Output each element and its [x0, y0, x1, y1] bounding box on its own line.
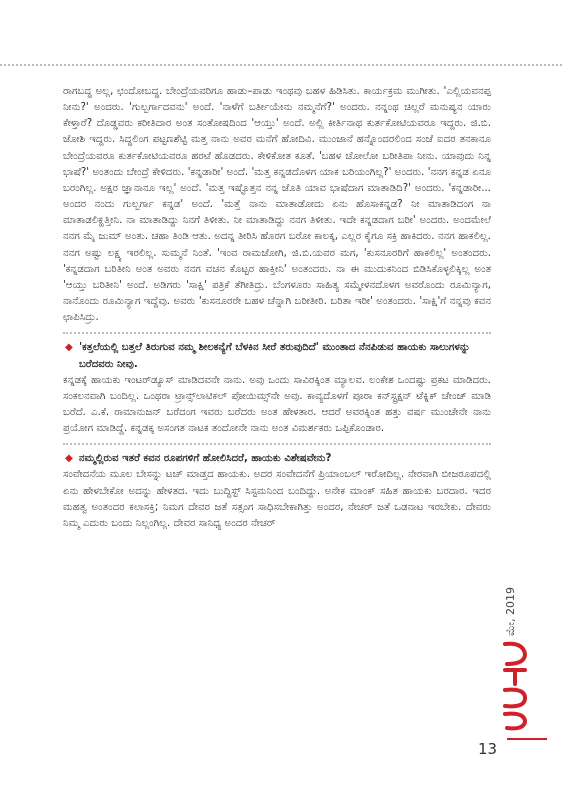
section-separator [63, 332, 491, 334]
section-separator [63, 443, 491, 445]
magazine-logo-icon [497, 638, 533, 734]
page-number: 13 [478, 740, 498, 758]
answer-paragraph: ಕನ್ನಡಕ್ಕೆ ಹಾಯಕು ಇಂಟರ್‌ಡ್ಯೂಸ್ ಮಾಡಿದವನೇ ನಾನು. ಅವು ಒಂದು ಸಾವಿರಕ್ಕಿಂತ ಮ್ಯಾಲವ. ಲಂಕೇಶ ಒಂದಷ್ಟು ಪ್ರಕಟ ಮಾಡಿದರು. ಸಂಕಲನವಾಗಿ ಬಂದಿಲ್ಲ. ಒಂಥರಾ ಟ್ರಾನ್ಸ್‌ಲಾಟಿಕಲ್ ಪೋಯಿಮ್ಸ್‌ನೇ ಅವು. ಕಾವ್ಯದೊಳಗೆ ಪೂರಾ ಕನ್‌ಸ್ಟ್ರಕ್ಷನ್ ಟೆಕ್ನಿಕ್ ಚೇಂಜ್ ಮಾಡಿ ಬರೆದೆ. ಎ.ಕೆ. ರಾಮಾನುಜನ್ ಬರೆದಂಗ ಇವರು ಬರೆದರು ಅಂತ ಹೇಳತಾರ. ಆದರೆ ಅವರಕ್ಕಿಂತ ಹತ್ತು ವರ್ಷ ಮುಂಚೇನೇ ನಾನು ಪ್ರಯೋಗ ಮಾಡಿದ್ದೆ. ಕನ್ನಡಕ್ಕ ಅಸಂಗತ ನಾಟಕ ತಂದೋನೇ ನಾನು ಅಂತ ವಿಮರ್ಶಕರು ಒಪ್ಪಿಕೊಂಡಾರ. [63, 374, 491, 435]
footer-accent-bar [507, 738, 547, 740]
body-paragraph: ರಾಗಬದ್ಧ ಅಲ್ಲ, ಛಂದೋಬದ್ಧ. ಬೇಂದ್ರೆಯವರಿಗೂ ಹಾಡು–ಪಾಡು ಇಂಥವು ಬಹಳ ಹಿಡಿಸಿತು. ಕಾರ್ಯಕ್ರಮ ಮುಗೀತು. 'ಎಲ್ಲಿಯವನಪ್ಪ ನೀನು?' ಅಂದರು. 'ಗುಲ್ಬರ್ಗಾದವನು' ಅಂದೆ. 'ನಾಳೆಗೆ ಬರ್ತೀಯೇನು ನಮ್ಮನೆಗೆ?' ಅಂದರು. ನನ್ನಂಥ ಚಿಲ್ಲರೆ ಮನುಷ್ಯನ ಯಾರು ಕೇಳ್ತಾರೆ? ದೊಡ್ಡವರು ಕರೀತಿದಾರ ಅಂತ ಸಂತೋಷದಿಂದ 'ಆಯ್ತು' ಅಂದೆ. ಅಲ್ಲಿ ಕೀರ್ತಿನಾಥ ಕುರ್ತಕೋಟಿಯವರೂ ಇದ್ದರು. ಜಿ.ಬಿ. ಜೋಶಿ ಇದ್ದರು. ಸಿದ್ಧಲಿಂಗ ಪಟ್ಟಣಶೆಟ್ಟಿ ಮತ್ತ ನಾನು ಅವರ ಮನೆಗೆ ಹೋದಿವಿ. ಮುಂಜಾನೆ ಹನ್ನೊಂದರಲಿಂದ ಸಂಜೆ ಐದರ ತನಕಾನೂ ಬೇಂದ್ರೆಯವರೂ ಕುರ್ತಕೋಟಿಯವರೂ ಹರಟೆ ಹೊಡದರು. ಕೇಳಿಕೋತ ಕೂತೆ. 'ಬಹಳ ಚೋಲೋ ಬರೀತಿಪಾ ನೀನು. ಯಾವುದು ನಿನ್ನ ಭಾಷೆ?' ಅಂತಂದು ಬೇಂದ್ರೆ ಕೇಳಿದರು. 'ಕನ್ನಡಾರೀ' ಅಂದೆ. 'ಮತ್ತ ಕನ್ನಡದೊಳಗ ಯಾಕ ಬರಿಯಂಗಿಲ್ಲ?' ಅಂದರು. 'ನನಗ ಕನ್ನಡ ಏನೂ ಬರಂಗಿಲ್ಲ. ಅಕ್ಷರ ಜ್ಞಾನಾನೂ ಇಲ್ಲ' ಅಂದೆ. 'ಮತ್ತ ಇಷ್ಟೊತ್ತನ ನನ್ನ ಜೊತಿ ಯಾವ ಭಾಷೆದಾಗ ಮಾತಾಡಿದಿ?' ಅಂದರು. 'ಕನ್ನಡಾರೀ... ಅಂದರ ನಂದು ಗುಲ್ಬರ್ಗಾ ಕನ್ನಡ' ಅಂದೆ. 'ಮತ್ತೆ ನಾನು ಮಾತಾಡೋದು ಏನು ಹೊಸಾಕನ್ನಡ? ನೀ ಮಾತಾಡಿದಂಗ ನಾ ಮಾತಾಡಲಿಕ್ಹತ್ತೀನಿ. ನಾ ಮಾತಾಡಿದ್ದು ನಿನಗೆ ತಿಳೀತು. ನೀ ಮಾತಾಡಿದ್ದು ನನಗ ತಿಳೀತು. ಇದೇ ಕನ್ನಡದಾಗ ಬರೀ' ಅಂದರು. ಅಂದಮೇಲೆ ನನಗ ಮೈ ಜುಮ್ ಅಂತು. ಚಹಾ ತಿಂಡಿ ಆತು. ಅದನ್ನ ತೀರಿಸಿ ಹೊರಗ ಬರೋ ಕಾಲಕ್ಕ, ಎಲ್ಲರ ಕೈಗೂ ಸಕ್ರಿ ಹಾಕಿದರು. ನನಗ ಹಾಕಲಿಲ್ಲ. ನನಗ ಅಷ್ಟು ಲಕ್ಷ್ಯ ಇರಲಿಲ್ಲ. ಸುಮ್ಮನೆ ನಿಂತೆ. 'ಇಂವ ರಾಮಜೋಗಿ, ಜಿ.ಬಿ.ಯವರ ಮಗ, 'ಕುಸನೂರರಿಗೆ ಹಾಕಲಿಲ್ಲ' ಅಂತಂದರು. 'ಕನ್ನಡದಾಗ ಬರಿತೀನಿ ಅಂತ ಅವರು ನನಗ ವಚನ ಕೊಟ್ಟರ ಹಾಕ್ತೀನಿ' ಅಂತಂದರು. ನಾ ಈ ಮುದುಕನಿಂದ ಬಿಡಿಸಿಕೊಳ್ಳಲಿಕ್ಕಿಲ್ಲ ಅಂತ 'ಆಯ್ತು ಬರಿತೀನಿ' ಅಂದೆ. ಅಡಿಗರು 'ಸಾಕ್ಷಿ' ಪತ್ರಿಕೆ ತೆಗೀತಿದ್ರು. ಬೆಂಗಳೂರು ಸಾಹಿತ್ಯ ಸಮ್ಮೇಳನದೊಳಗ ಅವರೊಂದು ರೂಮಿನ್ಯಾಗ, ನಾನೊಂದು ರೂಮಿನ್ಯಾಗ ಇದ್ದೆವು. ಅವರು 'ಕುಸನೂರರೇ ಬಹಳ ಚೆನ್ನಾಗಿ ಬರೀತೀರಿ. ಬರಿತಾ ಇರೀ' ಅಂತಂದರು. 'ಸಾಕ್ಷಿ'ಗೆ ನನ್ನವು ಕವನ ಛಾಪಿಸಿದ್ರು. [63, 86, 491, 324]
question-text: ನಮ್ಮಲ್ಲಿರುವ ಇತರೆ ಕವನ ರೂಪಗಳಿಗೆ ಹೋಲಿಸಿದರೆ, ಹಾಯಕು ವಿಶೇಷವೇನು? [79, 453, 332, 465]
magazine-logo [497, 638, 533, 734]
diamond-bullet-icon: ◆ [65, 342, 73, 354]
issue-date-text: ಮೇ, 2019 [504, 586, 517, 636]
top-dotted-rule [0, 64, 562, 66]
question-text: 'ಕತ್ತಲೆಯಲ್ಲಿ ಬತ್ತಲೆ ತಿರುಗುವ ನಮ್ಮ ಶೀಲಕನ್ಯೆಗೆ ಬೆಳಕಿನ ಸೀರೆ ತರುವುದಿದೆ' ಮುಂತಾದ ನೆನಪಿಡುವ ಹಾಯಕು ಸಾಲುಗಳನ್ನು ಬರೆದವರು ನೀವು. [79, 342, 471, 370]
diamond-bullet-icon: ◆ [65, 453, 73, 465]
interview-question [63, 340, 491, 372]
article-body [63, 84, 491, 532]
issue-date [498, 556, 526, 636]
answer-paragraph: ಸಂವೇದನೆಯ ಮೂಲ ಬೇಸನ್ನು ಟಚ್ ಮಾಡ್ತದ ಹಾಯಕು. ಅದರ ಸಂವೇದನೆಗೆ ಪ್ರಿಯಾಂಬಲ್ ಇರೋದಿಲ್ಲ. ನೇರವಾಗಿ ಬೀಜರೂಪದಲ್ಲಿ ಏನು ಹೇಳಬೇಕೋ ಅದನ್ನು ಹೇಳತದ. ಇದು ಬುದ್ದಿಸ್ಟ್ ಸಿಸ್ಟಮನಿಂದ ಬಂದಿದ್ದು. ಅನೇಕ ಮಾಂಕ್ ಸಹಿತ ಹಾಯಕು ಬರದಾರ. ಇದರ ಮಹತ್ವ ಅಂತಂದರ ಕಲಾಸಕ್ತಿ; ನಿಮಗ ದೇವರ ಜತೆ ಸತ್ಸಂಗ ಸಾಧಿಸಬೇಕಾಗಿತ್ತು ಅಂದರ, ನೇಚರ್ ಜತೆ ಒಡನಾಟ ಇರಬೇಕು. ದೇವರು ನಿಮ್ಮ ಎದುರು ಬಂದು ನಿಲ್ಲಂಗಿಲ್ಲ. ದೇವರ ಸಾನಿಧ್ಯ ಅಂದರ ನೇಚರ್ [63, 469, 491, 529]
interview-question [63, 451, 491, 467]
